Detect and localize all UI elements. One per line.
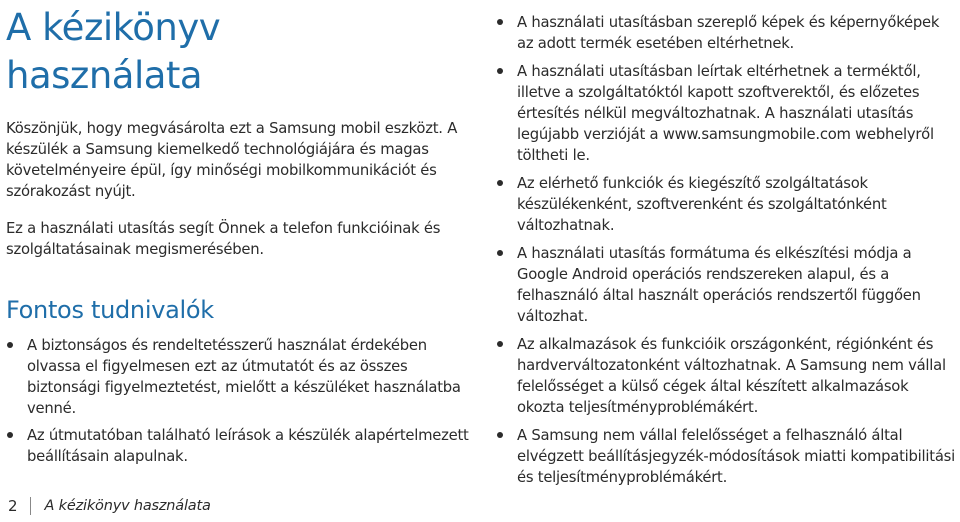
list-item-text: A használati utasításban szereplő képek és képernyőképek az adott termék esetében eltérhetnek. — [517, 14, 940, 52]
list-item — [517, 173, 956, 236]
bullet-icon — [7, 342, 13, 348]
list-item — [27, 425, 470, 467]
list-item-text: A Samsung nem vállal felelősséget a felhasználó által elvégzett beállításjegyzék-módosítások miatti kompatibilitási és teljesítményproblémákért. — [517, 427, 955, 486]
notice-list — [6, 335, 470, 467]
bullet-icon — [497, 250, 503, 256]
list-item — [517, 61, 956, 166]
bullet-icon — [497, 19, 503, 25]
intro-paragraph-1: Köszönjük, hogy megvásárolta ezt a Samsung mobil eszközt. A készülék a Samsung kiemelkedő technológiájára és magas követelményeire épül, így minőségi mobilkommunikációt és szórakozást nyújt. — [6, 120, 458, 200]
page-title-line-2: használata — [6, 54, 203, 97]
bullet-icon — [7, 432, 13, 438]
page-number: 2 — [8, 497, 31, 515]
list-item — [517, 334, 956, 418]
intro-paragraph-2: Ez a használati utasítás segít Önnek a telefon funkcióinak és szolgáltatásainak megismerésében. — [6, 220, 441, 258]
list-item — [517, 243, 956, 327]
page-footer — [8, 497, 211, 515]
right-column — [496, 12, 956, 495]
info-list — [496, 12, 956, 488]
section-heading: Fontos tudnivalók — [6, 296, 214, 324]
left-column — [6, 4, 470, 473]
list-item — [27, 335, 470, 419]
list-item-text: A biztonságos és rendeltetésszerű használat érdekében olvassa el figyelmesen ezt az útmutatót és az összes biztonsági figyelmeztetést, mielőtt a készüléket használatba venné. — [27, 337, 461, 417]
bullet-icon — [497, 341, 503, 347]
list-item — [517, 425, 956, 488]
list-item-text: Az alkalmazások és funkcióik országonként, régiónként és hardverváltozatonként változhatnak. A Samsung nem vállal felelősséget a külső cégek által készített alkalmazások okozta teljesítményproblémákért. — [517, 336, 946, 416]
bullet-icon — [497, 180, 503, 186]
footer-section-title: A kézikönyv használata — [44, 498, 211, 514]
page-title-line-1: A kézikönyv — [6, 6, 221, 49]
list-item-text: Az elérhető funkciók és kiegészítő szolgáltatások készülékenként, szoftverenként és szolgáltatónként változhatnak. — [517, 175, 887, 234]
bullet-icon — [497, 432, 503, 438]
list-item — [517, 12, 956, 54]
page-title — [6, 4, 470, 100]
list-item-text: Az útmutatóban található leírások a készülék alapértelmezett beállításain alapulnak. — [27, 427, 469, 465]
list-item-text: A használati utasításban leírtak eltérhetnek a terméktől, illetve a szolgáltatóktól kapott szoftverektől, és előzetes értesítés nélkül megváltozhatnak. A használati utasítás legújabb verzióját a www.samsungmobile.com webhelyről töltheti le. — [517, 63, 934, 164]
list-item-text: A használati utasítás formátuma és elkészítési módja a Google Android operációs rendszereken alapul, és a felhasználó által használt operációs rendszertől függően változhat. — [517, 245, 921, 325]
bullet-icon — [497, 68, 503, 74]
